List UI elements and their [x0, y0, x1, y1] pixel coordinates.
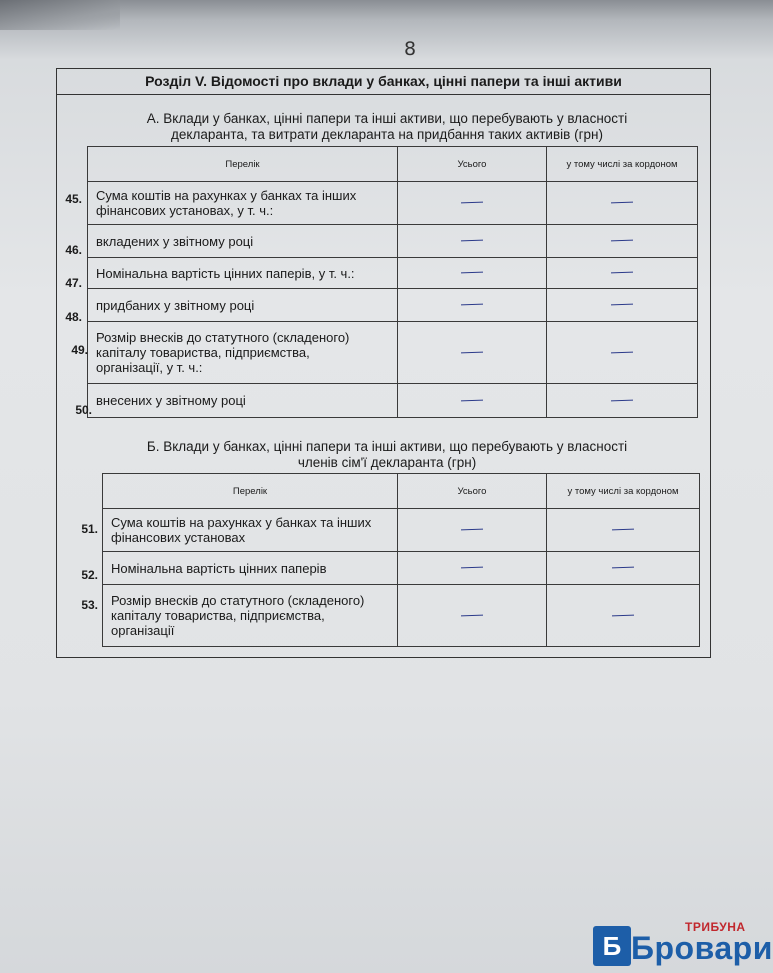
row-number: 50. [75, 403, 92, 417]
part-a-title-line1: А. Вклади у банках, цінні папери та інші активи, що перебувають у власності [146, 111, 628, 126]
logo-mark-icon: Б [593, 926, 631, 966]
table-row [88, 289, 698, 322]
table-row [88, 225, 698, 258]
logo-main-text: Бровари [631, 930, 773, 966]
header-list: Перелік [88, 147, 398, 182]
row-number: 47. [65, 276, 82, 290]
brovary-tribuna-logo [593, 918, 773, 970]
dash-mark [461, 272, 483, 274]
row-total [398, 585, 547, 647]
dash-mark [461, 202, 483, 204]
table-header [88, 147, 698, 182]
row-abroad [547, 258, 698, 289]
row-number: 53. [81, 598, 98, 612]
dash-mark [611, 272, 633, 274]
row-label: внесених у звітному році [88, 384, 398, 418]
table-row [88, 258, 698, 289]
part-a-title-line2: декларанта, та витрати декларанта на придбання таких активів (грн) [171, 127, 603, 142]
row-label: придбаних у звітному році [88, 289, 398, 322]
dash-mark [461, 399, 483, 401]
header-abroad: у тому числі за кордоном [547, 474, 700, 509]
row-total [398, 384, 547, 418]
row-number: 46. [65, 243, 82, 257]
table-row [103, 509, 700, 552]
dash-mark [461, 351, 483, 353]
row-number: 48. [65, 310, 82, 324]
table-row [88, 182, 698, 225]
dash-mark [611, 399, 633, 401]
row-total [398, 289, 547, 322]
row-abroad [547, 182, 698, 225]
row-label: Номінальна вартість цінних паперів, у т. ч.: [88, 258, 398, 289]
row-total [398, 258, 547, 289]
row-label: Сума коштів на рахунках у банках та інших фінансових установах [103, 509, 398, 552]
table-part-a [87, 146, 698, 418]
row-label: Розмір внесків до статутного (складеного) капіталу товариства, підприємства, організації, у т. ч.: [88, 322, 398, 384]
row-total [398, 552, 547, 585]
row-number: 45. [65, 192, 82, 206]
dash-mark [611, 304, 633, 306]
row-abroad [547, 289, 698, 322]
table-row [103, 552, 700, 585]
dash-mark [461, 529, 483, 531]
dash-mark [461, 567, 483, 569]
row-abroad [547, 585, 700, 647]
part-a-title [77, 111, 697, 143]
table-row [88, 384, 698, 418]
header-total: Усього [398, 474, 547, 509]
row-label: Сума коштів на рахунках у банках та інших фінансових установах, у т. ч.: [88, 182, 398, 225]
dash-mark [612, 529, 634, 531]
row-abroad [547, 552, 700, 585]
row-number: 49. [71, 343, 88, 357]
page-number: 8 [404, 38, 417, 60]
row-number: 51. [81, 522, 98, 536]
table-part-b [102, 473, 700, 647]
row-abroad [547, 225, 698, 258]
section-title: Розділ V. Відомості про вклади у банках, цінні папери та інші активи [57, 69, 710, 95]
row-abroad [547, 322, 698, 384]
dash-mark [611, 202, 633, 204]
row-label: Номінальна вартість цінних паперів [103, 552, 398, 585]
row-total [398, 322, 547, 384]
row-total [398, 509, 547, 552]
page-corner-shadow [0, 0, 120, 30]
dash-mark [611, 240, 633, 242]
dash-mark [612, 567, 634, 569]
table-header [103, 474, 700, 509]
dash-mark [461, 240, 483, 242]
section-frame [56, 68, 711, 658]
row-total [398, 182, 547, 225]
row-abroad [547, 384, 698, 418]
part-b-title-line2: членів сім'ї декларанта (грн) [297, 455, 477, 470]
row-number: 52. [81, 568, 98, 582]
header-abroad: у тому числі за кордоном [547, 147, 698, 182]
table-row [88, 322, 698, 384]
dash-mark [461, 304, 483, 306]
dash-mark [461, 614, 483, 616]
table-row [103, 585, 700, 647]
part-b-title [77, 439, 697, 471]
dash-mark [611, 351, 633, 353]
header-list: Перелік [103, 474, 398, 509]
row-abroad [547, 509, 700, 552]
part-b-title-line1: Б. Вклади у банках, цінні папери та інші активи, що перебувають у власності [146, 439, 628, 454]
logo-top-text: ТРИБУНА [685, 920, 746, 934]
row-label: Розмір внесків до статутного (складеного) капіталу товариства, підприємства, організації [103, 585, 398, 647]
header-total: Усього [398, 147, 547, 182]
row-total [398, 225, 547, 258]
dash-mark [612, 614, 634, 616]
row-label: вкладених у звітному році [88, 225, 398, 258]
